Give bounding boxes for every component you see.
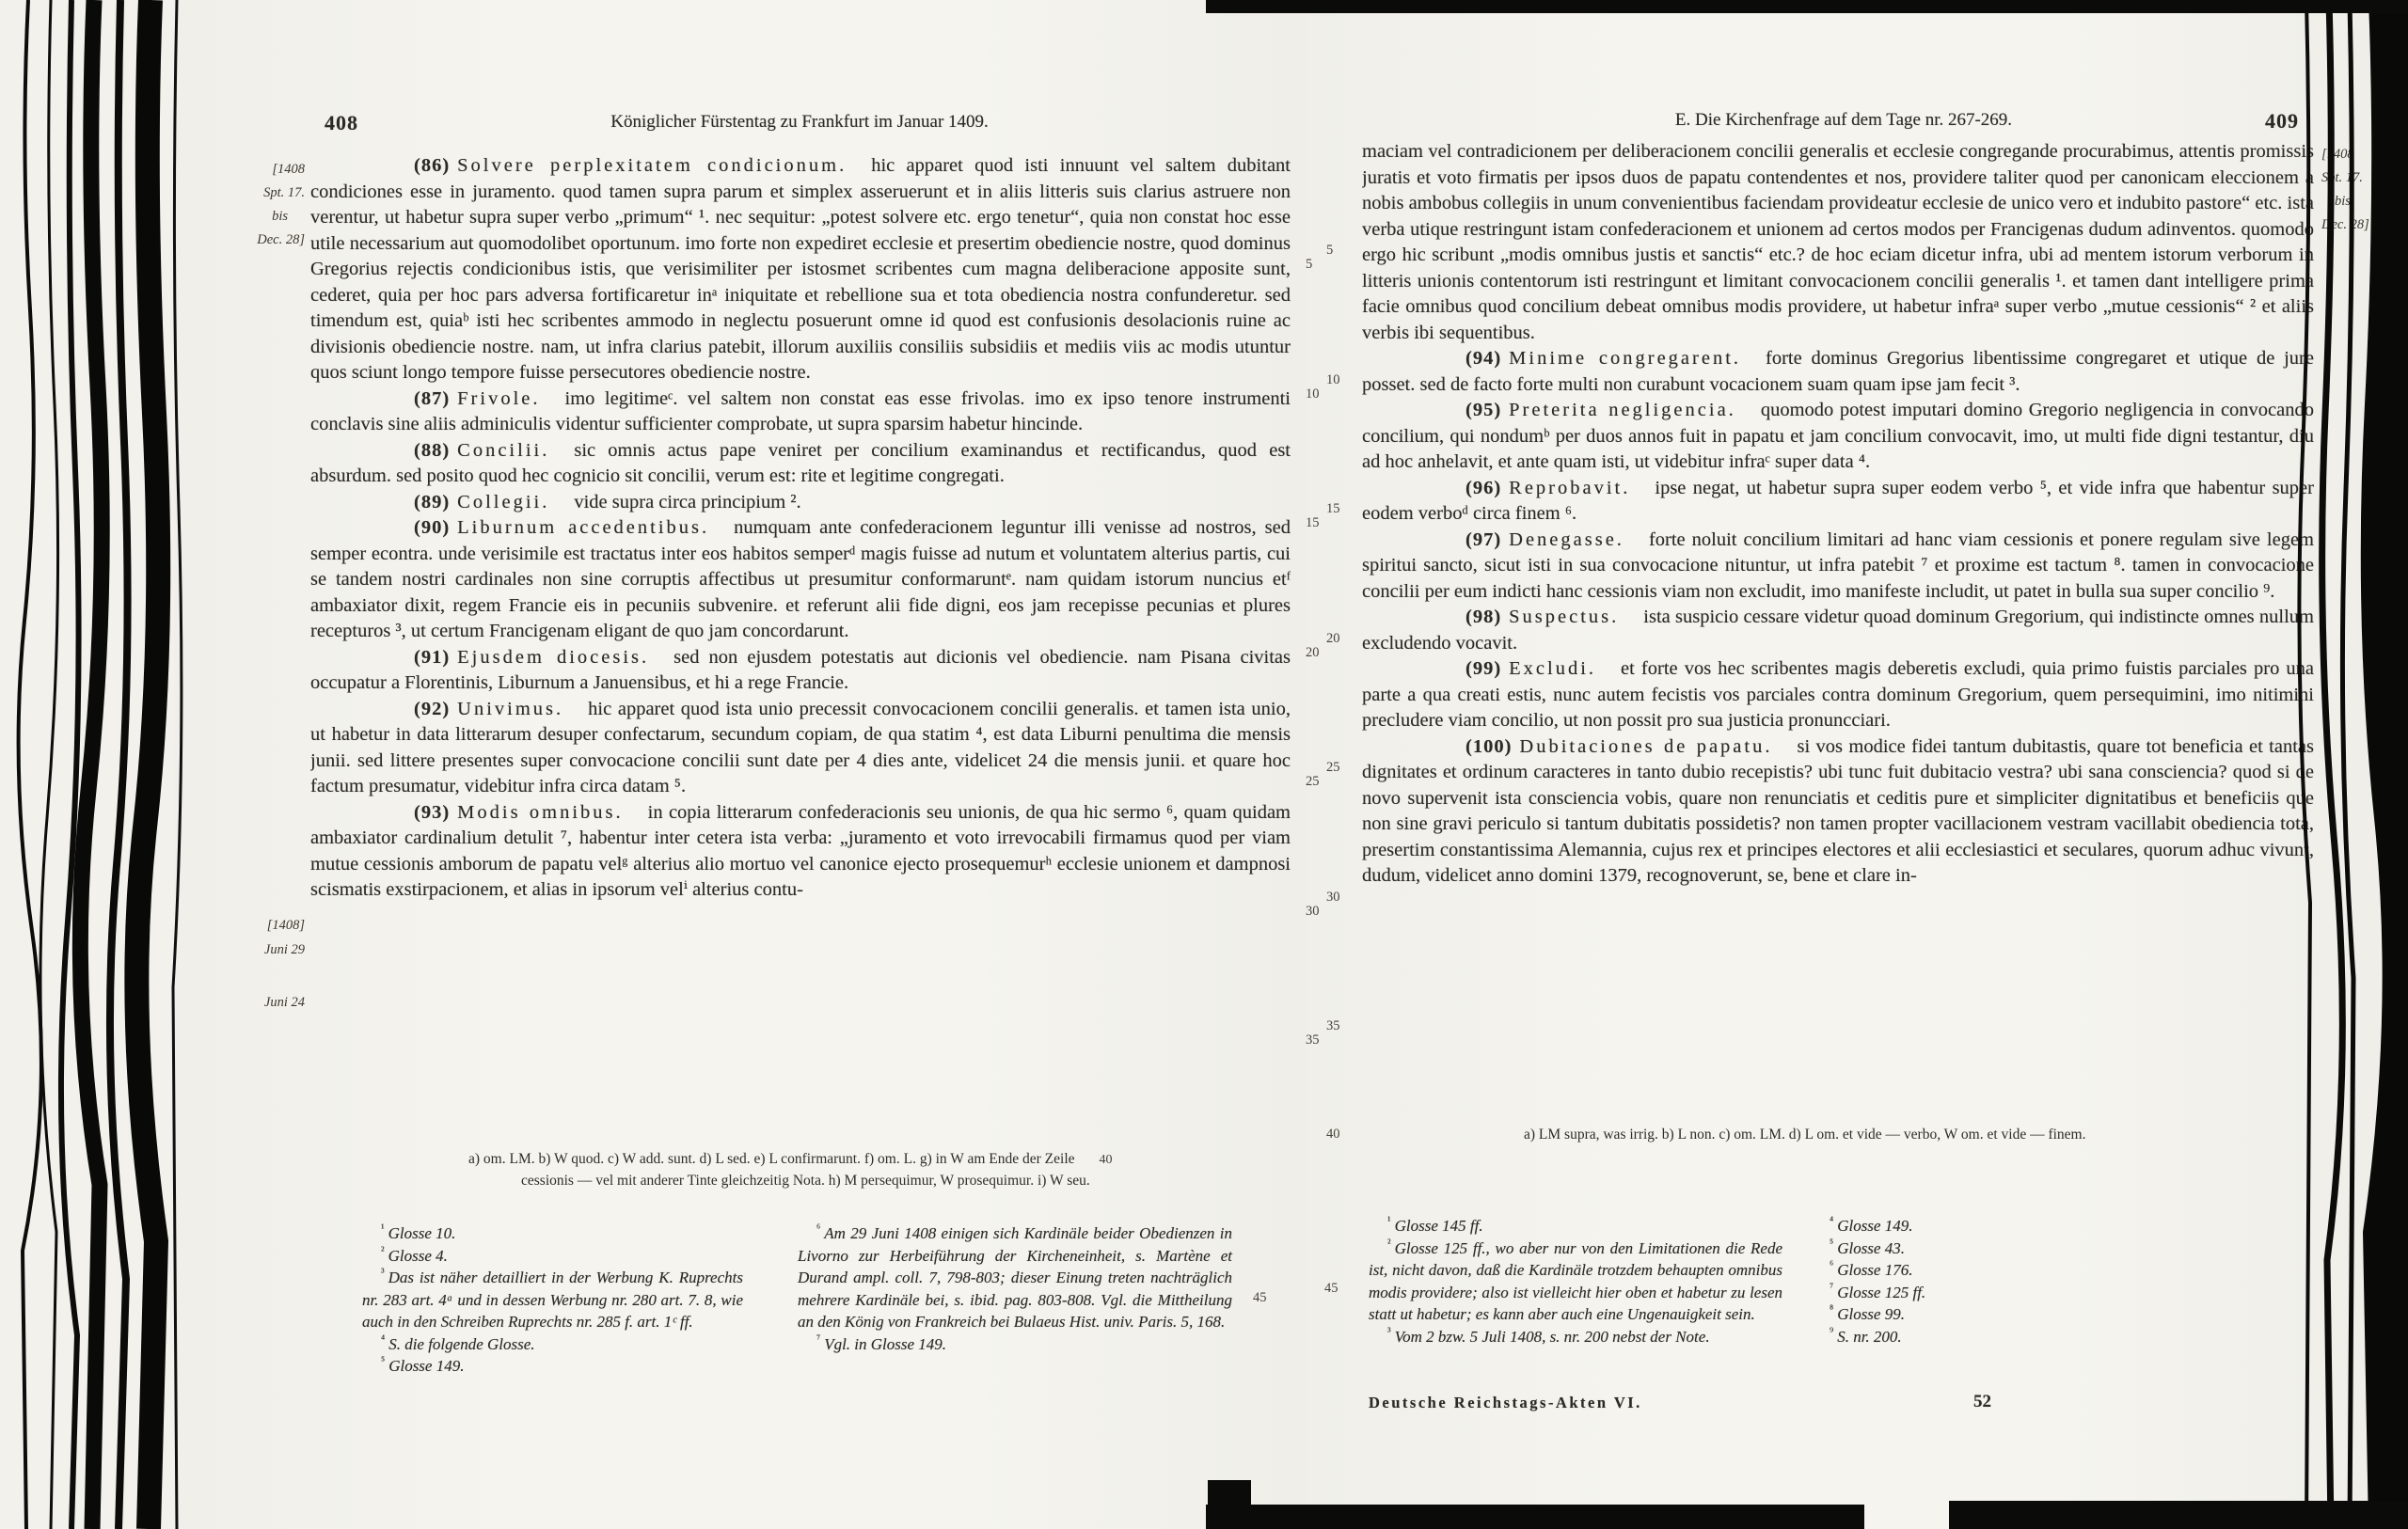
gloss-paragraph [1362,656,2314,734]
gloss-body: imo legitimeᶜ. vel saltem non constat eas esse frivolas. imo ex ipso tenore instrumenti conclavis sine aliis adminiculis videntur sufficienter comprobate, ut supra sparsim habetur hincinde. [310,387,1291,434]
page-number-left: 408 [325,111,358,134]
footnote-text: Am 29 Juni 1408 einigen sich Kardinäle beider Obedienzen in Livorno zur Herbeiführung der Kircheneinheit, s. Martène et Durand ampl. coll. 7, 798-803; dieser Einung treten nachträglich mehrere Kardinäle bei, s. ibid. pag. 803-808. Vgl. die Mittheilung an den König von Frankreich bei Bulaeus Hist. univ. Paris. 5, 168. [798,1224,1232,1331]
gloss-headword: Collegii. [457,491,550,512]
gloss-body: hic apparet quod ista unio precessit convocacionem concilii generalis. et tamen ista unio, ut habetur in data litterarum desuper confectarum, secundum copiam, de qua statim ⁴, est data Liburni penultima die mensis junii. sed littere presentes super convocacione concilii sunt date per 4 dies ante, videlicet 24 die mensis junii. et quare hoc factum presumatur, videbitur infra circa datam ⁵. [310,698,1291,796]
margin-note-line: [1408 [2321,147,2354,162]
footnote [1811,1326,2121,1348]
footnote [362,1245,743,1268]
margin-note-line: bis [272,209,288,224]
footnote-mark: ⁶ [1830,1258,1834,1272]
gloss-body: forte noluit concilium limitari ad hanc viam cessionis et ponere regulam sive legem spiritui sancto, sicut isti in sua convocacione nituntur, ut infra patebit ⁷ et proxime est tactum ⁸. tamen in convocacione concilii per eum indicti hanc cessionis viam non excludit, imo manifeste includit, ut patet in bulla sua super concilio ⁹. [1362,528,2314,602]
line-number: 5 [1306,257,1313,272]
gloss-headword: Dubitaciones de papatu. [1519,735,1773,757]
line-number: 5 [1326,243,1334,258]
footnote [1369,1237,1782,1326]
line-number: 30 [1326,889,1340,905]
footnote [362,1333,743,1356]
line-number: 20 [1306,644,1320,660]
footnote [362,1267,743,1333]
gloss-paragraph [310,438,1291,490]
line-number-40: 40 [1099,1153,1113,1167]
line-number-45-left: 45 [1253,1290,1267,1305]
gloss-number: (91) [414,646,451,668]
gloss-paragraph [310,153,1291,386]
footnote-text: S. nr. 200. [1837,1327,1902,1346]
line-numbers-left [1306,257,1320,1162]
gloss-number: (97) [1465,528,1502,550]
gloss-paragraph [1362,476,2314,528]
footnote [1811,1237,2121,1260]
continuation-paragraph: maciam vel contradicionem per deliberacionem concilii generalis et ecclesie congregande procurabimus, attentis promissis juratis et voto firmatis per ipsos duos de papatu contendentes et nos, providere taliter quod per canonicam eleccionem a nobis ambobus collegiis in unum convenientibus faciendam provideatur ecclesie de unico vero et indubito pastore“ etc. ista verba utique restringunt istam confederacionem et unionem ad certos modos per Francigenas dudum adinventos. quomodo ergo hic scribunt „modis omnibus justis et sanctis“ etc.? de hoc eciam dicetur infra, ubi ad mentem istorum verborum in litteris unionis contentorum isti restringunt et limitant convocacionem concilii generalis ¹. et tamen dant intelligere prima facie omnibus quod concilium debeat omnibus modis providere, ut habetur infraᵃ super verbo „mutue cessionis“ ² et aliis verbis ibi sequentibus. [1362,141,2314,343]
gloss-paragraph [310,800,1291,904]
gloss-number: (95) [1465,400,1502,420]
sheet-number: 52 [1973,1392,1991,1411]
footnote-mark: ⁸ [1830,1302,1834,1316]
line-number: 25 [1306,774,1320,789]
gloss-number: (86) [414,155,451,176]
footnote-mark: ⁷ [1830,1280,1834,1294]
running-title-left: Königlicher Fürstentag zu Frankfurt im Januar 1409. [610,112,989,132]
gloss-paragraph [310,697,1291,800]
line-number: 10 [1326,371,1340,387]
gloss-number: (96) [1465,477,1502,498]
apparatus-text: a) om. LM. b) W quod. c) W add. sunt. d) L sed. e) L confirmarunt. f) om. L. g) in W am Ende der Zeile [468,1151,1075,1167]
scan-blob-bottom [1208,1480,1251,1529]
line-number: 15 [1326,501,1340,516]
gloss-number: (98) [1465,607,1502,627]
gloss-number: (100) [1465,735,1513,757]
gloss-headword: Ejusdem diocesis. [457,646,650,668]
gloss-headword: Liburnum accedentibus. [457,517,710,538]
gloss-number: (87) [414,387,451,409]
footnote-mark: ⁷ [816,1332,821,1346]
footnote-text: Glosse 149. [388,1357,465,1375]
line-number: 35 [1306,1032,1320,1048]
footnote-text: Das ist näher detailliert in der Werbung K. Ruprechts nr. 283 art. 4ᵃ und in dessen Werbung nr. 280 art. 7. 8, wie auch in den Schreiben Ruprechts nr. 285 f. art. 1ᶜ ff. [362,1269,743,1331]
left-scan-edge-streaks [0,0,198,1529]
footnote-mark: ⁹ [1830,1324,1834,1338]
volume-signature: Deutsche Reichstags-Akten VI. [1369,1394,1642,1411]
footnote-mark: ¹ [1387,1214,1391,1228]
gloss-paragraph [1362,398,2314,476]
footnote-text: Glosse 145 ff. [1394,1217,1483,1235]
gloss-headword: Modis omnibus. [457,801,624,823]
gloss-headword: Preterita negligencia. [1509,400,1736,420]
footnote-text: Glosse 99. [1837,1305,1905,1323]
line-number: 20 [1326,630,1340,646]
apparatus-left [468,1149,1146,1191]
gloss-body: numquam ante confederacionem leguntur illi venisse ad nostros, sed semper econtra. unde verisimile est tractatus inter eos habitos semperᵈ magis fuisse ad nutum et voluntatem alterius partis, cui se tandem nostri cardinales non sine corruptis affectibus ut presumitur conformaruntᵉ. nam quidam istorum nuncius etᶠ ambaxiator dixit, regem Francie eis in pecuniis subvenire. et referunt alii fide digni, eos jam recepisse pecunias et plures recepturos ³, ut certum Francigenam eligant de quo jam concordarunt. [310,517,1291,641]
gloss-paragraph [1362,605,2314,656]
gloss-paragraph [1362,346,2314,398]
gloss-headword: Minime congregarent. [1509,348,1742,369]
margin-note-line: Spt. 17. [263,185,305,200]
gloss-headword: Reprobavit. [1509,477,1631,498]
gloss-body: in copia litterarum confederacionis seu unionis, de qua hic sermo ⁶, quam quidam ambaxiator cardinalium detulit ⁷, habentur inter cetera ista verba: „juramento et voto irrevocabili firmamus quod per viam mutue cessionis amborum de papatu velᵍ alterius alio mortuo vel canonice ejecto prosequemurʰ ecclesie unionem et dampnosi scismatis exstirpacionem, et alias in ipsorum velⁱ alterius contu- [310,801,1291,900]
margin-note-juni29: Juni 29 [263,942,305,957]
footnote [798,1222,1232,1333]
gloss-headword: Solvere perplexitatem condicionum. [457,155,848,176]
line-number-40-right: 40 [1326,1127,1340,1142]
footnote-mark: ³ [381,1266,385,1280]
gloss-number: (92) [414,698,451,719]
gloss-number: (88) [414,439,451,461]
gloss-paragraph [310,490,1291,516]
gloss-paragraph [310,386,1291,438]
footnote-mark: ⁶ [816,1222,821,1236]
footnote-text: Glosse 43. [1837,1238,1905,1257]
line-numbers-right [1326,243,1340,1148]
gloss-body: hic apparet quod isti innuunt vel saltem dubitant condiciones esse in juramento. quod tamen supra parum et simplex asseruerunt et in aliis litteris suis clarius astruere non verentur, ut habetur supra super verbo „primum“ ¹. nec sequitur: „potest solvere etc. ergo tenetur“, quia non constat hoc esse utile necessarium aut quomodolibet oportunum. imo forte non expediret ecclesie et presertim obediencie nostre, quod dominus Gregorius rejectis condicionibus istis, que verisimiliter per istosmet scribentes cum magna deliberacione apposite sunt, cederet, quia per hoc pars adversa fortificaretur inᵃ iniquitate et rebellione sua et tota obediencia nostra confunderetur. sed timendum est, quiaᵇ isti hec scribentes ammodo in neglectu posuerunt omne id quod est confusionis desolacionis ruine ac divisionis obediencie nostre. nam, ut infra clarius patebit, illorum auxiliis consiliis subsidiis et mediis viis ac modis utuntur quos sciunt longo tempore fuisse persecutores obediencie nostre. [310,155,1291,383]
scan-bar-bottom-a [1206,1505,1864,1529]
gloss-headword: Univimus. [457,698,564,719]
footnote [1369,1215,1782,1237]
scan-bar-top [1206,0,2408,13]
gloss-paragraph [1362,734,2314,890]
line-number: 15 [1306,515,1320,530]
footnote-text: Glosse 4. [388,1246,448,1265]
footnote-mark: ⁴ [1830,1214,1834,1228]
gloss-paragraph [310,645,1291,697]
scan-bar-bottom-b [1949,1501,2408,1529]
gloss-body: ista suspicio cessare videtur quoad dominum Gregorium, qui indistincte omnes nullum excludendo vocavit. [1362,607,2314,654]
gloss-headword: Excludi. [1509,658,1597,679]
line-number: 35 [1326,1018,1340,1033]
footnote [1811,1282,2121,1304]
right-scan-edge-streaks [2286,0,2408,1529]
line-number-45-right: 45 [1324,1281,1339,1296]
footnote-mark: ⁵ [1830,1236,1834,1250]
line-number: 25 [1326,760,1340,775]
line-number: 10 [1306,386,1320,402]
gloss-headword: Frivole. [457,387,541,409]
gloss-body: quomodo potest imputari domino Gregorio negligencia in convocando concilium, qui nondumᵇ per duos annos fuit in papatu et jam concilium convocavit, imo, ut multi fide digni testantur, diu ad hoc anhelavit, et ante quam isti, ut videbitur infraᶜ super data ⁴. [1362,400,2314,472]
footnote-mark: ² [381,1243,385,1257]
footnote-text: Glosse 149. [1837,1217,1913,1235]
footnote [1811,1303,2121,1326]
footnote [362,1355,743,1378]
footnotes-left-col1 [362,1222,743,1378]
footnote [362,1222,743,1245]
margin-note-line: [1408 [272,162,305,177]
apparatus-line: cessionis — vel mit anderer Tinte gleichzeitig Nota. h) M persequimur, W prosequimur. i) W seu. [521,1173,1090,1189]
gloss-body: forte dominus Gregorius libentissime congregaret et utique de jure posset. sed de facto forte multi non curabunt vocacionem suam quam ipse jam fecit ³. [1362,348,2314,395]
footnote [1811,1215,2121,1237]
gloss-body: si vos modice fidei tantum dubitastis, quare tot beneficia et tantas dignitates et ordinum caracteres in tanto dubio recepistis? ubi tunc fuit dubitacio vestra? ubi sana consciencia? quod si de novo supervenit ista consciencia vobis, quare non renunciatis et ceditis pure et simpliciter dignitatibus et beneficiis que non sine gravi periculo si tantum dubitatis possidetis? non tamen propter vacillacionem vestram vacillabit obediencia tota, presertim constantissima Alemannia, cujus rex et principes electores et alii ecclesiastici et seculares, quorum adhuc vivunt, dudum, videlicet anno domini 1379, recognoverunt, se, bene et clare in- [1362,735,2314,886]
page-number-right: 409 [2265,109,2299,133]
footnote-mark: ⁴ [381,1332,386,1346]
footnote-text: Vom 2 bzw. 5 Juli 1408, s. nr. 200 nebst der Note. [1394,1327,1710,1346]
margin-note-juni24: Juni 24 [263,995,305,1010]
footnote-text: Glosse 125 ff., wo aber nur von den Limitationen die Rede ist, nicht davon, daß die Kardinäle trotzdem behaupten omnibus modis providere; also ist vielleicht hier oben et habetur zu lesen statt ut habetur; es kann aber auch eine Ungenauigkeit sein. [1369,1238,1782,1323]
footnote-mark: ¹ [381,1222,385,1236]
footnote [798,1333,1232,1356]
gloss-body: et forte vos hec scribentes magis deberetis excludi, quia primo fuistis parciales pro una parte a qua creati estis, nunc autem fecistis vos parciales contra dominum Gregorium, quem persequimini, imo nitimini precludere viam concilio, ut non possit pro sua justicia pronuncciari. [1362,658,2314,731]
footnote [1369,1326,1782,1348]
footnote-text: Glosse 10. [388,1224,456,1242]
gloss-body: ipse negat, ut habetur supra super eodem verbo ⁵, et vide infra que habentur super eodem verboᵈ circa finem ⁶. [1362,477,2314,524]
footnote-mark: ⁵ [381,1354,386,1368]
footnote-mark: ³ [1387,1324,1391,1338]
footnotes-right-col1 [1369,1215,1782,1348]
footnotes-left-col2 [798,1222,1232,1355]
footnote-mark: ² [1387,1236,1391,1250]
footnotes-right-col2 [1811,1215,2121,1348]
margin-note-1408: [1408] [266,918,305,933]
right-body-column [1362,139,2314,1125]
gloss-number: (90) [414,517,451,538]
gloss-body: sed non ejusdem potestatis aut dicionis vel obediencie. nam Pisana civitas occupatur a Florentinis, Liburnum a Januensibus, et hi a rege Francie. [310,646,1291,693]
line-number: 30 [1306,903,1320,919]
margin-note-line: Dec. 28] [257,232,305,247]
gloss-headword: Concilii. [457,439,550,461]
running-title-right: E. Die Kirchenfrage auf dem Tage nr. 267-269. [1674,110,2013,130]
footnote-text: S. die folgende Glosse. [388,1334,535,1353]
gloss-number: (89) [414,491,451,512]
gloss-number: (94) [1465,348,1502,369]
margin-note-line: Dec. 28] [2321,217,2369,232]
margin-note-line: Spt. 17. [2321,170,2363,185]
gloss-paragraph [310,515,1291,645]
gloss-body: vide supra circa principium ². [574,491,801,512]
gloss-number: (93) [414,801,451,823]
footnote-text: Vgl. in Glosse 149. [824,1334,947,1353]
left-body-column [310,153,1291,1145]
gloss-number: (99) [1465,658,1502,679]
margin-note-line: bis [2335,194,2351,209]
apparatus-line [468,1149,1146,1171]
gloss-headword: Suspectus. [1509,607,1620,627]
apparatus-right: a) LM supra, was irrig. b) L non. c) om. LM. d) L om. et vide — verbo, W om. et vide — finem. [1524,1127,2086,1143]
gloss-paragraph [1362,528,2314,606]
footnote [1811,1259,2121,1282]
margin-note-date-left [222,158,305,252]
gloss-headword: Denegasse. [1509,528,1624,550]
footnote-text: Glosse 176. [1837,1261,1913,1279]
gloss-body: sic omnis actus pape veniret per concilium examinandus et rectificandus, quod est absurdum. sed posito quod hec cognicio sit concilii, verum est: rite et legitime congregati. [310,439,1291,486]
footnote-text: Glosse 125 ff. [1837,1283,1926,1301]
right-glosses [1362,346,2314,890]
